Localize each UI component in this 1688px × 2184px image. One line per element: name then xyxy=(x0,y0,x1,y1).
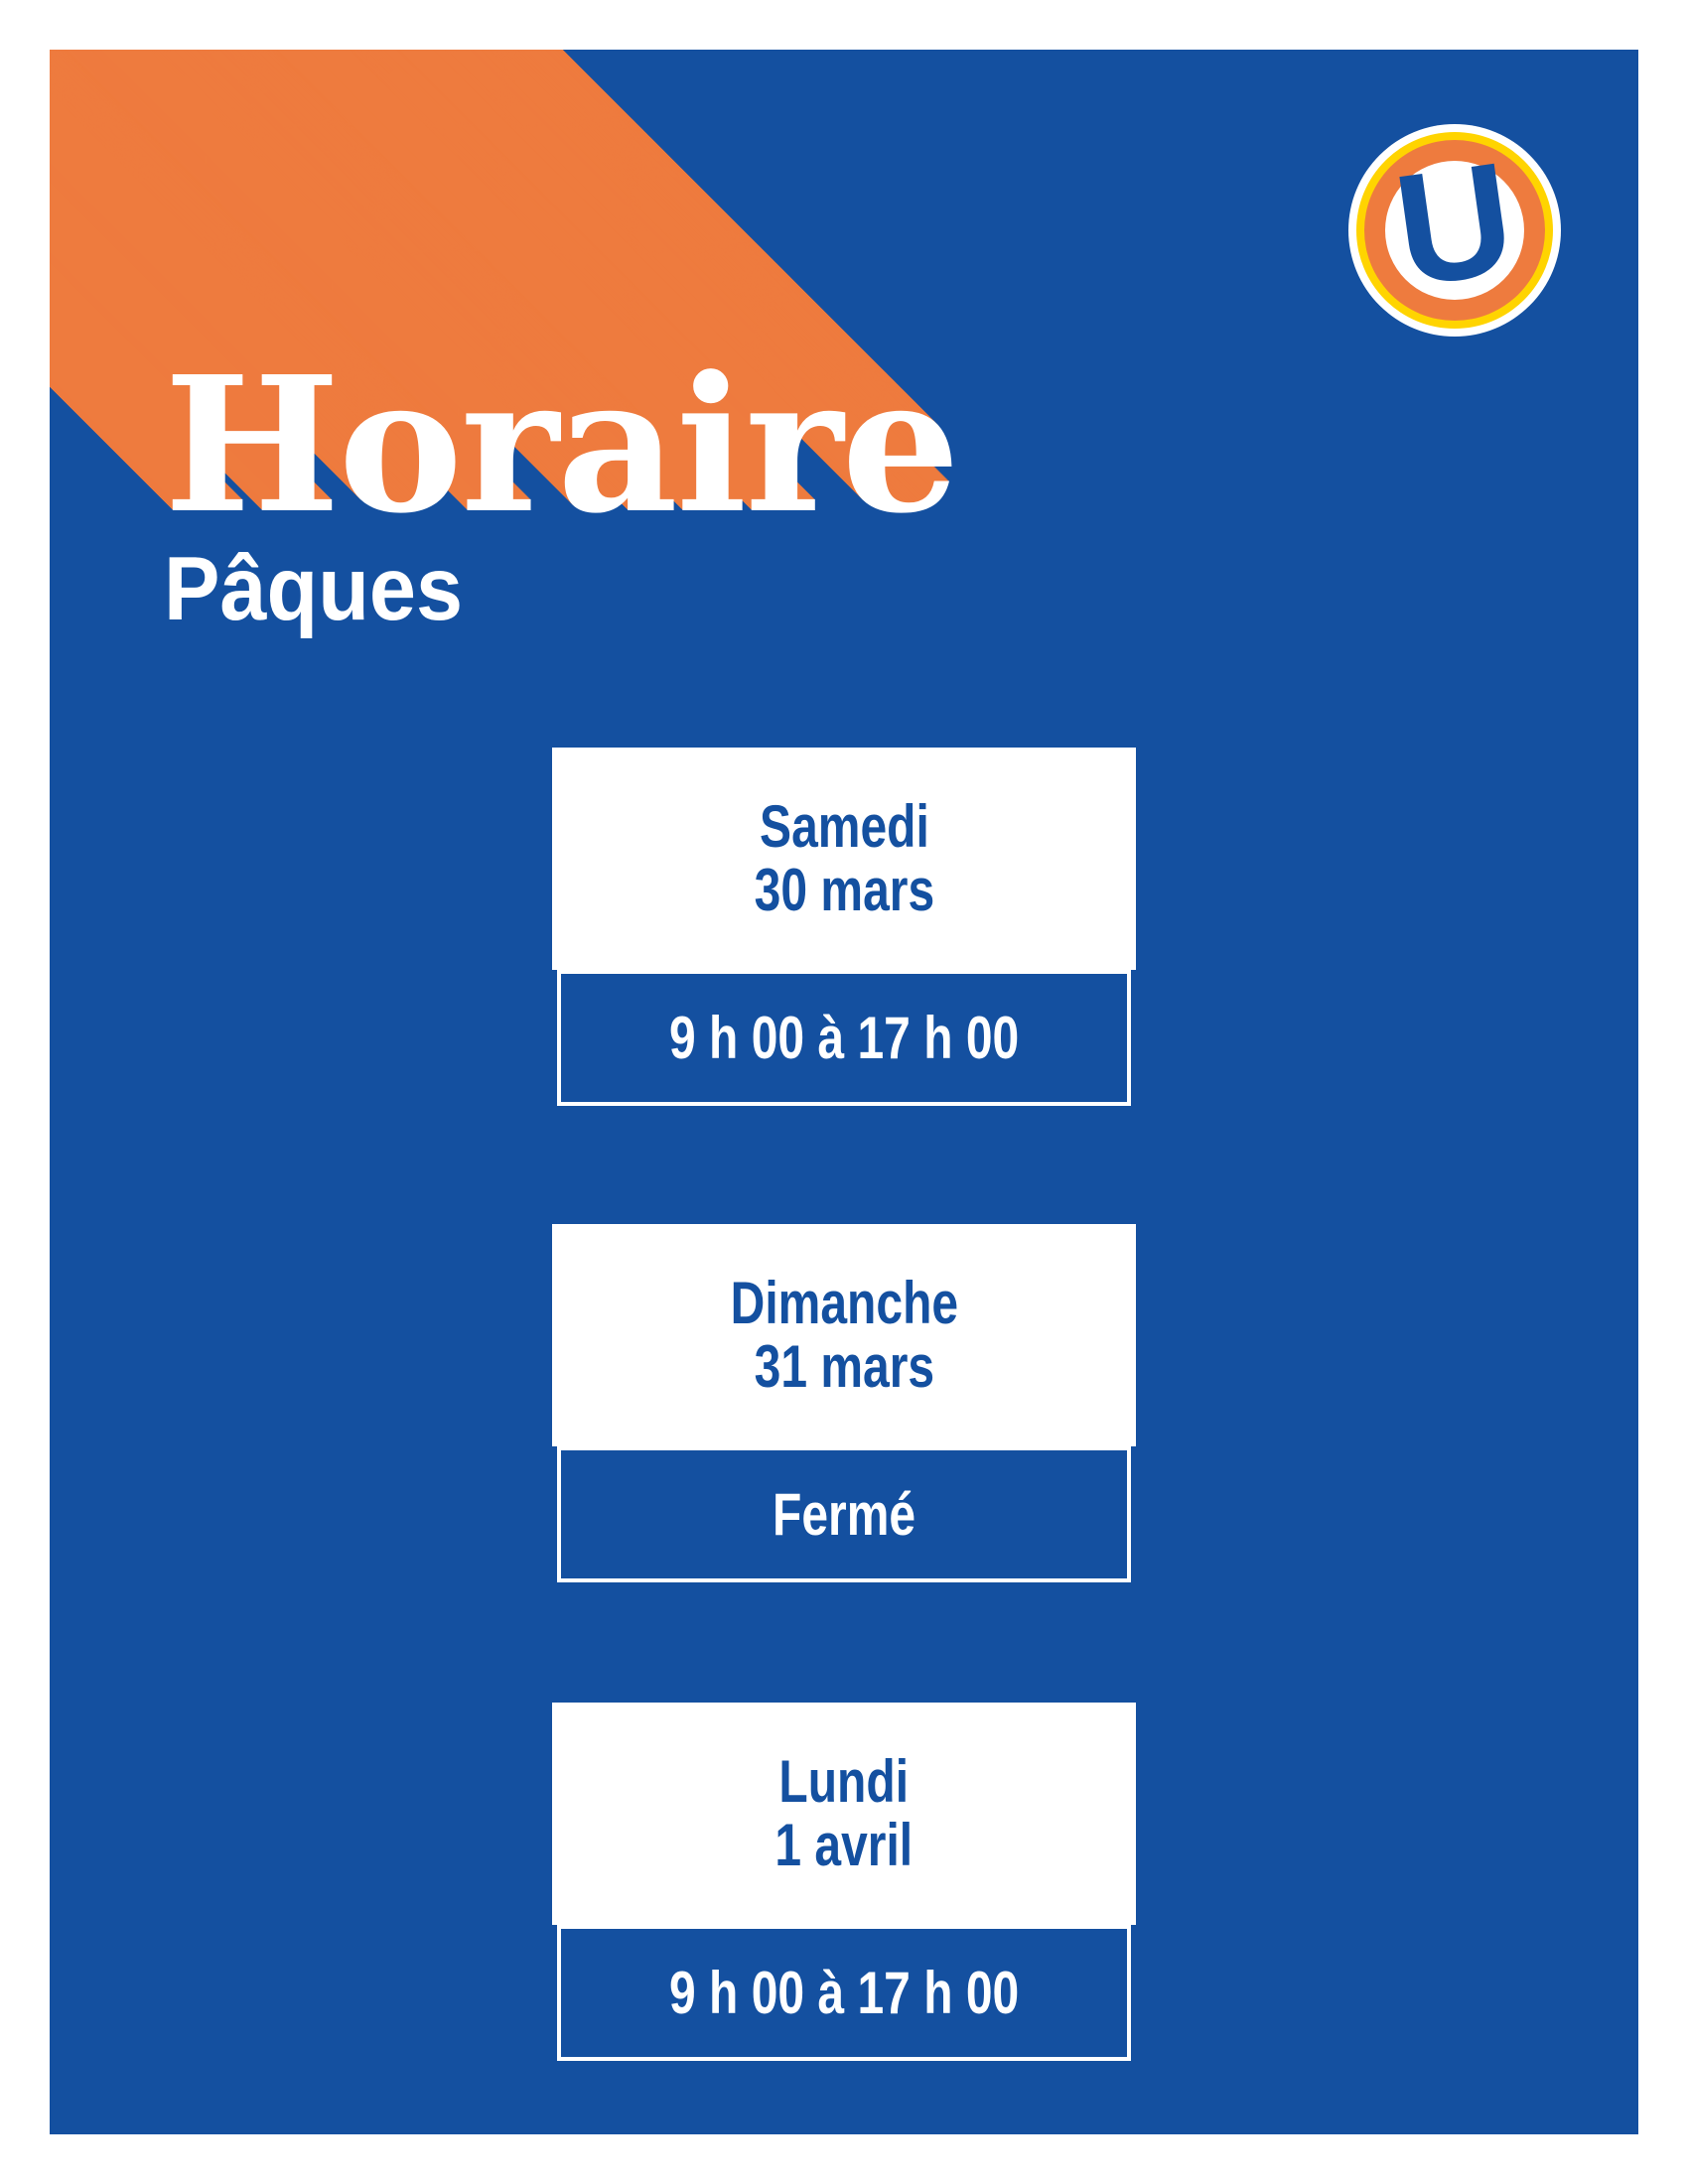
day-date-label xyxy=(754,795,933,922)
logo-white-disc xyxy=(1385,127,1524,321)
day-label: Lundi xyxy=(778,1748,910,1815)
day-label: Samedi xyxy=(759,793,929,860)
page-title: Horaire xyxy=(164,336,958,555)
logo-u-letter: U xyxy=(1385,127,1524,321)
day-date-label xyxy=(775,1750,914,1877)
card-day-section xyxy=(552,1224,1136,1446)
poster xyxy=(50,50,1638,2134)
date-label: 30 mars xyxy=(754,857,934,923)
logo-orange-ring xyxy=(1364,127,1545,321)
schedule-card-lundi xyxy=(552,1703,1136,2061)
u-logo xyxy=(1348,124,1561,337)
date-label: 31 mars xyxy=(754,1333,934,1400)
schedule-card-dimanche xyxy=(552,1224,1136,1582)
hours-label: 9 h 00 à 17 h 00 xyxy=(668,1004,1020,1071)
day-label: Dimanche xyxy=(730,1270,958,1336)
card-day-section xyxy=(552,748,1136,970)
card-day-section xyxy=(552,1703,1136,1925)
hours-box xyxy=(557,1446,1131,1582)
subtitle: Pâques xyxy=(164,539,464,639)
date-label: 1 avril xyxy=(774,1812,914,1878)
hours-box xyxy=(557,1925,1131,2061)
hours-label: Fermé xyxy=(772,1480,916,1548)
hours-box xyxy=(557,970,1131,1106)
logo-yellow-ring xyxy=(1356,127,1553,329)
schedule-card-samedi xyxy=(552,748,1136,1106)
day-date-label xyxy=(730,1272,957,1399)
hours-label: 9 h 00 à 17 h 00 xyxy=(668,1959,1020,2026)
